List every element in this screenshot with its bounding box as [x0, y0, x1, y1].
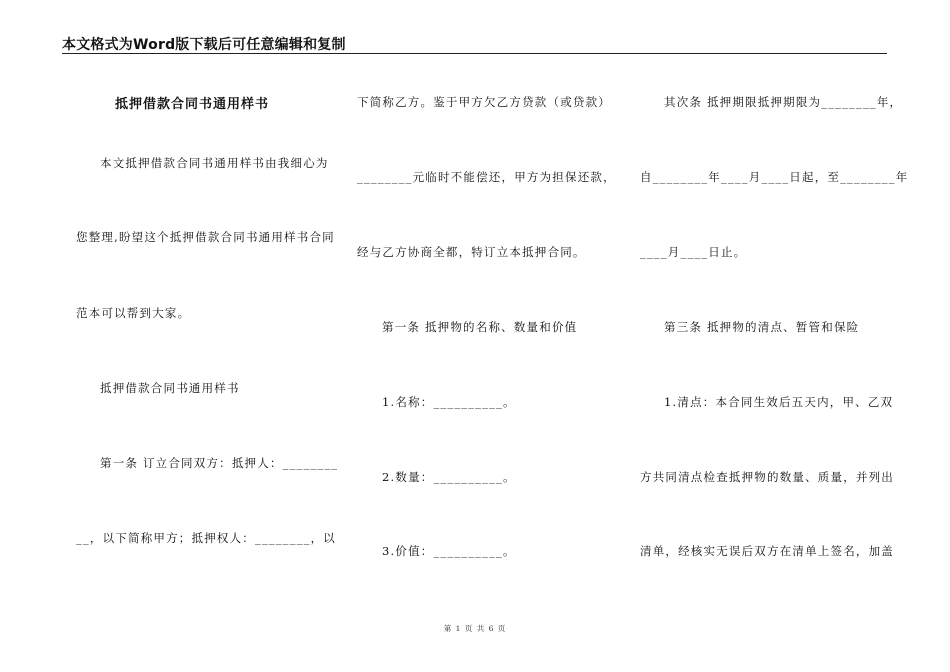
paragraph-line: 本文抵押借款合同书通用样书由我细心为: [100, 156, 329, 170]
paragraph-line: ____月____日止。: [640, 245, 747, 259]
paragraph-line: ________元临时不能偿还，甲方为担保还款，: [357, 170, 616, 184]
page-number: 第 1 页 共 6 页: [443, 624, 507, 633]
section-heading: 第三条 抵押物的清点、暂管和保险: [664, 320, 860, 334]
header-divider: [62, 53, 887, 54]
section-heading: 第一条 抵押物的名称、数量和价值: [382, 320, 578, 334]
list-item: 3.价值：__________。: [382, 544, 516, 558]
paragraph-line: 自________年____月____日起，至________年: [640, 170, 909, 184]
list-item: 1.清点：本合同生效后五天内，甲、乙双: [664, 395, 894, 409]
paragraph-line: 第一条 订立合同双方：抵押人：________: [100, 456, 339, 470]
paragraph-line: 您整理,盼望这个抵押借款合同书通用样书合同: [76, 230, 335, 244]
paragraph-line: __，以下简称甲方；抵押权人：________，以: [76, 531, 336, 545]
paragraph-line: 其次条 抵押期限抵押期限为________年，: [664, 95, 903, 109]
document-title: 抵押借款合同书通用样书: [115, 97, 270, 112]
paragraph-line: 范本可以帮到大家。: [76, 306, 191, 320]
paragraph-line: 方共同清点检查抵押物的数量、质量，并列出: [640, 470, 894, 484]
list-item: 2.数量：__________。: [382, 470, 516, 484]
paragraph-line: 清单，经核实无误后双方在清单上签名，加盖: [640, 544, 894, 558]
paragraph-line: 下简称乙方。鉴于甲方欠乙方贷款（或贷款）: [357, 95, 611, 109]
section-heading: 抵押借款合同书通用样书: [100, 381, 240, 395]
document-header: 本文格式为Word版下载后可任意编辑和复制: [62, 37, 346, 53]
paragraph-line: 经与乙方协商全都，特订立本抵押合同。: [357, 245, 586, 259]
list-item: 1.名称：__________。: [382, 395, 516, 409]
